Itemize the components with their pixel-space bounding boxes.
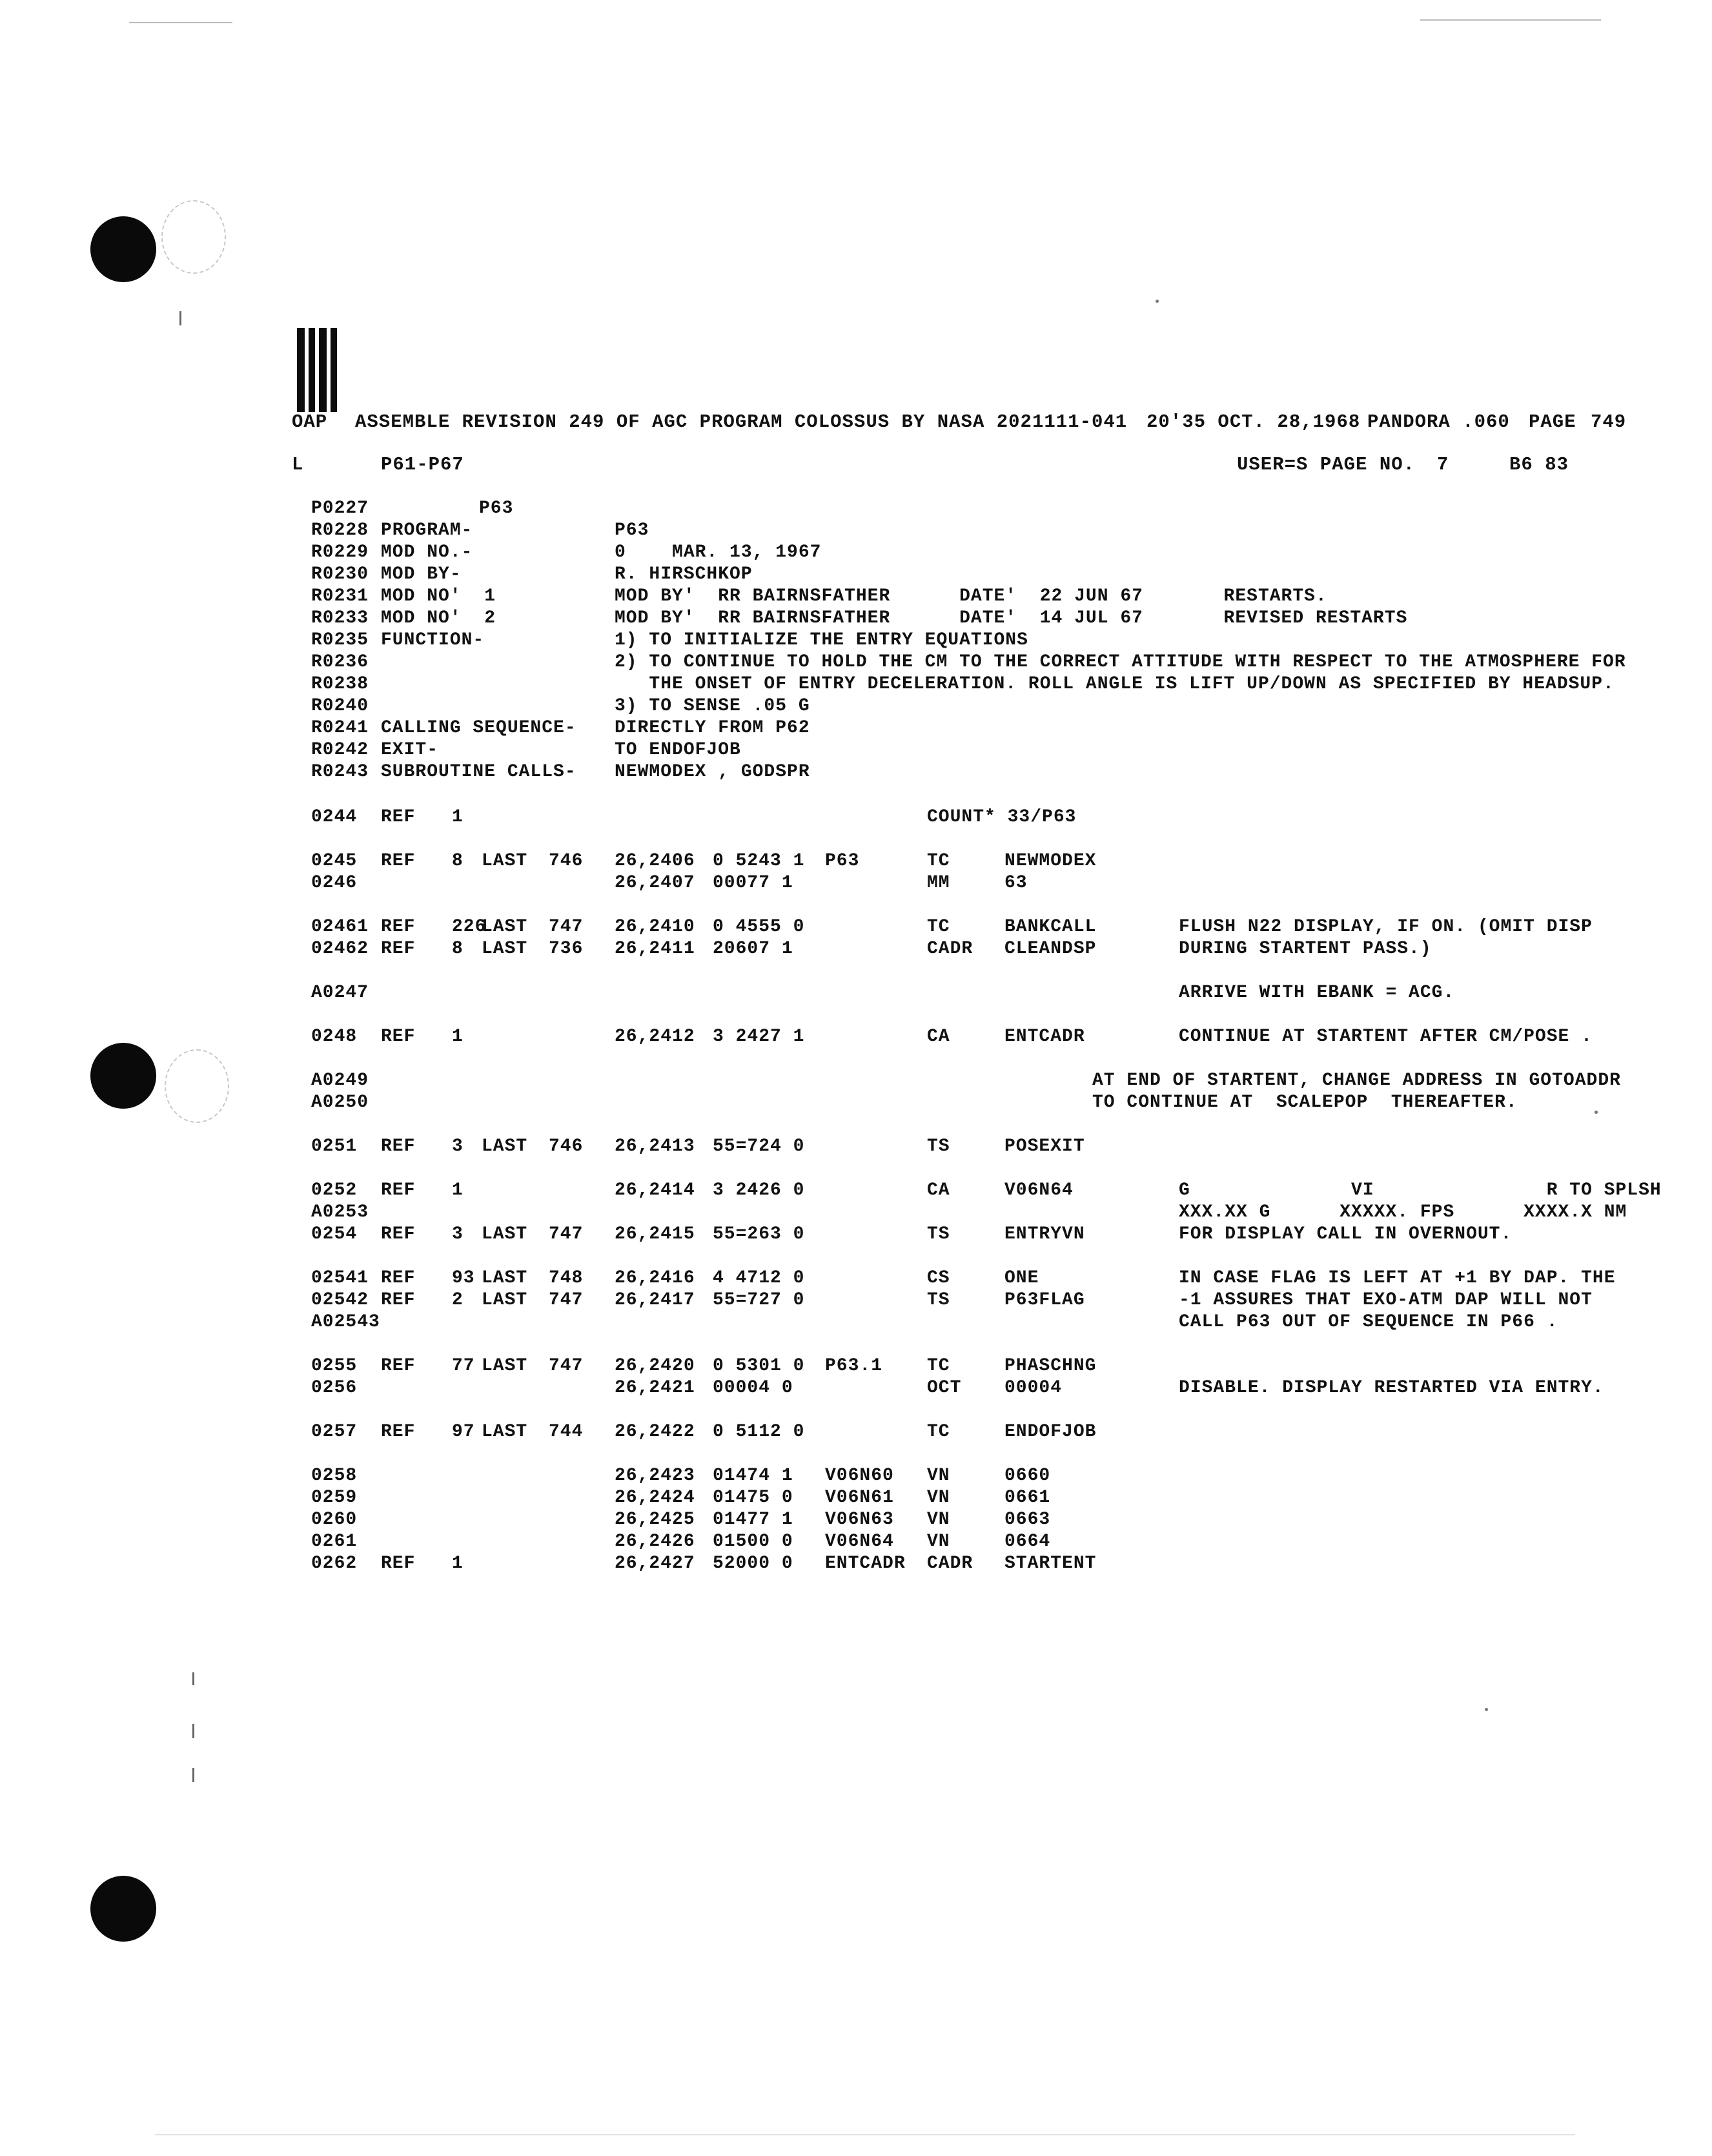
- address: 26,2415: [615, 1224, 695, 1244]
- line-id: 0262: [311, 1554, 358, 1574]
- address: 26,2410: [615, 917, 695, 937]
- operand: 0661: [1004, 1488, 1051, 1508]
- octal-word: 0 4555 0: [713, 917, 805, 937]
- opcode: TS: [927, 1290, 950, 1310]
- opcode: VN: [927, 1488, 950, 1508]
- last-number: 736: [549, 939, 584, 959]
- comment-text: FLUSH N22 DISPLAY, IF ON. (OMIT DISP: [1179, 917, 1593, 937]
- comment-text: 0 MAR. 13, 1967: [615, 542, 822, 562]
- header-title: ASSEMBLE REVISION 249 OF AGC PROGRAM COLOSSUS BY NASA 2021111-041: [355, 411, 1128, 433]
- line-id: 02542: [311, 1290, 369, 1310]
- line-id: 0257: [311, 1422, 358, 1442]
- line-id: P0227: [311, 498, 369, 518]
- ref-number: 1: [452, 1180, 464, 1200]
- scan-artifact: [155, 2134, 1575, 2135]
- line-id: R0242: [311, 740, 369, 760]
- operand: 63: [1004, 873, 1028, 893]
- octal-word: 0 5243 1: [713, 851, 805, 871]
- octal-word: 20607 1: [713, 939, 793, 959]
- octal-word: 0 5112 0: [713, 1422, 805, 1442]
- ref-tag: REF: [381, 1027, 416, 1047]
- ref-number: 77: [452, 1356, 475, 1376]
- comment-text: IN CASE FLAG IS LEFT AT +1 BY DAP. THE: [1179, 1268, 1616, 1288]
- line-id: 0259: [311, 1488, 358, 1508]
- scan-speck: [1595, 1111, 1598, 1114]
- line-id: A02543: [311, 1312, 380, 1332]
- line-id: 0256: [311, 1378, 358, 1398]
- margin-tick: [192, 1724, 194, 1738]
- last-tag: LAST: [482, 917, 528, 937]
- comment-label: SUBROUTINE CALLS-: [381, 762, 576, 782]
- punch-hole-top: [90, 216, 156, 282]
- address: 26,2413: [615, 1136, 695, 1156]
- comment-text: XXX.XX G XXXXX. FPS XXXX.X NM: [1179, 1202, 1627, 1222]
- ref-number: 1: [452, 807, 464, 827]
- line-id: R0238: [311, 674, 369, 694]
- line-id: A0253: [311, 1202, 369, 1222]
- comment-text: TO CONTINUE AT SCALEPOP THEREAFTER.: [1092, 1093, 1518, 1113]
- ref-number: 97: [452, 1422, 475, 1442]
- line-id: 0255: [311, 1356, 358, 1376]
- header-page-label: PAGE: [1529, 411, 1576, 433]
- octal-word: 01500 0: [713, 1532, 793, 1552]
- ref-tag: REF: [381, 807, 416, 827]
- address: 26,2417: [615, 1290, 695, 1310]
- line-id: 0245: [311, 851, 358, 871]
- comment-label: CALLING SEQUENCE-: [381, 718, 576, 738]
- opcode: CADR: [927, 939, 973, 959]
- header-mark: OAP: [292, 411, 328, 433]
- log-section: P61-P67: [381, 454, 464, 475]
- line-id: R0235: [311, 630, 369, 650]
- comment-text: CONTINUE AT STARTENT AFTER CM/POSE .: [1179, 1027, 1593, 1047]
- line-id: 0254: [311, 1224, 358, 1244]
- operand: 00004: [1004, 1378, 1063, 1398]
- octal-word: 00004 0: [713, 1378, 793, 1398]
- address: 26,2422: [615, 1422, 695, 1442]
- comment-text: 1) TO INITIALIZE THE ENTRY EQUATIONS: [615, 630, 1028, 650]
- comment-text: THE ONSET OF ENTRY DECELERATION. ROLL ANGLE IS LIFT UP/DOWN AS SPECIFIED BY HEADSUP.: [615, 674, 1615, 694]
- line-id: R0231: [311, 586, 369, 606]
- header-system: PANDORA .060: [1367, 411, 1510, 433]
- operand: V06N64: [1004, 1180, 1074, 1200]
- comment-label: MOD BY-: [381, 564, 462, 584]
- octal-word: 52000 0: [713, 1554, 793, 1574]
- ref-number: 1: [452, 1027, 464, 1047]
- last-tag: LAST: [482, 1268, 528, 1288]
- last-tag: LAST: [482, 851, 528, 871]
- opcode: CADR: [927, 1554, 973, 1574]
- comment-label: EXIT-: [381, 740, 439, 760]
- line-id: 02541: [311, 1268, 369, 1288]
- comment-text: G VI R TO SPLSH: [1179, 1180, 1662, 1200]
- ref-number: 93: [452, 1268, 475, 1288]
- line-id: 0261: [311, 1532, 358, 1552]
- opcode: TS: [927, 1224, 950, 1244]
- symbol-label: ENTCADR: [825, 1554, 906, 1574]
- octal-word: 01477 1: [713, 1510, 793, 1530]
- octal-word: 4 4712 0: [713, 1268, 805, 1288]
- punch-hole-shadow-middle: [165, 1049, 229, 1123]
- ref-number: 8: [452, 939, 464, 959]
- ref-tag: REF: [381, 851, 416, 871]
- ref-tag: REF: [381, 917, 416, 937]
- operand: P63FLAG: [1004, 1290, 1085, 1310]
- opcode: VN: [927, 1510, 950, 1530]
- line-id: 02461: [311, 917, 369, 937]
- last-number: 747: [549, 917, 584, 937]
- address: 26,2423: [615, 1466, 695, 1486]
- octal-word: 01474 1: [713, 1466, 793, 1486]
- line-id: 02462: [311, 939, 369, 959]
- symbol-label: P63: [825, 851, 860, 871]
- margin-tick: [192, 1672, 194, 1685]
- address: 26,2416: [615, 1268, 695, 1288]
- punch-hole-middle: [90, 1043, 156, 1109]
- operand: 0660: [1004, 1466, 1051, 1486]
- ref-tag: REF: [381, 1422, 416, 1442]
- ref-tag: REF: [381, 1224, 416, 1244]
- program-heading: P63: [479, 498, 514, 518]
- opcode: OCT: [927, 1378, 962, 1398]
- octal-word: 3 2426 0: [713, 1180, 805, 1200]
- last-tag: LAST: [482, 1290, 528, 1310]
- last-number: 748: [549, 1268, 584, 1288]
- address: 26,2427: [615, 1554, 695, 1574]
- punch-hole-shadow-top: [161, 200, 226, 274]
- opcode: VN: [927, 1466, 950, 1486]
- ref-number: 3: [452, 1224, 464, 1244]
- operand: ENTCADR: [1004, 1027, 1085, 1047]
- sheet-code: B6 83: [1509, 454, 1569, 475]
- margin-tick: [179, 311, 181, 325]
- ref-tag: REF: [381, 1356, 416, 1376]
- comment-text: MOD BY' RR BAIRNSFATHER DATE' 22 JUN 67 RESTARTS.: [615, 586, 1327, 606]
- scan-artifact: [129, 22, 232, 23]
- comment-text: DISABLE. DISPLAY RESTARTED VIA ENTRY.: [1179, 1378, 1604, 1398]
- ref-number: 2: [452, 1290, 464, 1310]
- address: 26,2425: [615, 1510, 695, 1530]
- opcode: TS: [927, 1136, 950, 1156]
- comment-text: AT END OF STARTENT, CHANGE ADDRESS IN GOTOADDR: [1092, 1071, 1621, 1091]
- comment-text: NEWMODEX , GODSPR: [615, 762, 810, 782]
- comment-label: FUNCTION-: [381, 630, 485, 650]
- ref-tag: REF: [381, 1290, 416, 1310]
- opcode: VN: [927, 1532, 950, 1552]
- comment-text: 3) TO SENSE .05 G: [615, 696, 810, 716]
- comment-label: MOD NO' 1: [381, 586, 496, 606]
- ref-tag: REF: [381, 1554, 416, 1574]
- octal-word: 00077 1: [713, 873, 793, 893]
- comment-text: 2) TO CONTINUE TO HOLD THE CM TO THE CORRECT ATTITUDE WITH RESPECT TO THE ATMOSPHERE FOR: [615, 652, 1626, 672]
- comment-text: DURING STARTENT PASS.): [1179, 939, 1432, 959]
- line-id: R0233: [311, 608, 369, 628]
- address: 26,2426: [615, 1532, 695, 1552]
- comment-text: R. HIRSCHKOP: [615, 564, 753, 584]
- line-id: 0252: [311, 1180, 358, 1200]
- octal-word: 55=724 0: [713, 1136, 805, 1156]
- scan-speck: [1485, 1708, 1488, 1711]
- comment-text: ARRIVE WITH EBANK = ACG.: [1179, 983, 1455, 1003]
- octal-word: 55=727 0: [713, 1290, 805, 1310]
- scan-speck: [1156, 300, 1159, 303]
- log-indicator: L: [292, 454, 304, 475]
- operand: ENTRYVN: [1004, 1224, 1085, 1244]
- punch-hole-bottom: [90, 1876, 156, 1942]
- line-id: R0240: [311, 696, 369, 716]
- octal-word: 01475 0: [713, 1488, 793, 1508]
- line-id: A0250: [311, 1093, 369, 1113]
- opcode: CA: [927, 1027, 950, 1047]
- line-id: 0251: [311, 1136, 358, 1156]
- line-id: R0229: [311, 542, 369, 562]
- ref-number: 226: [452, 917, 487, 937]
- line-id: 0248: [311, 1027, 358, 1047]
- ref-number: 8: [452, 851, 464, 871]
- address: 26,2414: [615, 1180, 695, 1200]
- address: 26,2424: [615, 1488, 695, 1508]
- address: 26,2407: [615, 873, 695, 893]
- comment-label: MOD NO' 2: [381, 608, 496, 628]
- comment-text: FOR DISPLAY CALL IN OVERNOUT.: [1179, 1224, 1513, 1244]
- last-tag: LAST: [482, 1356, 528, 1376]
- operand: 0663: [1004, 1510, 1051, 1530]
- operand: NEWMODEX: [1004, 851, 1097, 871]
- printer-bar-mark: [297, 328, 341, 412]
- last-tag: LAST: [482, 1136, 528, 1156]
- comment-text: DIRECTLY FROM P62: [615, 718, 810, 738]
- user-page-number: 7: [1437, 454, 1449, 475]
- symbol-label: V06N64: [825, 1532, 894, 1552]
- operand: ONE: [1004, 1268, 1039, 1288]
- operand: CLEANDSP: [1004, 939, 1097, 959]
- opcode: CA: [927, 1180, 950, 1200]
- line-id: A0247: [311, 983, 369, 1003]
- last-tag: LAST: [482, 1422, 528, 1442]
- operand: POSEXIT: [1004, 1136, 1085, 1156]
- header-datetime: 20'35 OCT. 28,1968: [1146, 411, 1361, 433]
- line-id: R0230: [311, 564, 369, 584]
- ref-tag: REF: [381, 1180, 416, 1200]
- line-id: R0236: [311, 652, 369, 672]
- symbol-label: V06N63: [825, 1510, 894, 1530]
- octal-word: 3 2427 1: [713, 1027, 805, 1047]
- comment-text: P63: [615, 520, 649, 540]
- ref-number: 1: [452, 1554, 464, 1574]
- scan-artifact: [1420, 19, 1601, 21]
- comment-label: MOD NO.-: [381, 542, 473, 562]
- opcode: TC: [927, 1422, 950, 1442]
- line-id: R0241: [311, 718, 369, 738]
- comment-text: TO ENDOFJOB: [615, 740, 741, 760]
- opcode: MM: [927, 873, 950, 893]
- comment-text: -1 ASSURES THAT EXO-ATM DAP WILL NOT: [1179, 1290, 1593, 1310]
- symbol-label: V06N61: [825, 1488, 894, 1508]
- opcode: CS: [927, 1268, 950, 1288]
- ref-tag: REF: [381, 1268, 416, 1288]
- last-number: 746: [549, 1136, 584, 1156]
- header-page-number: 749: [1591, 411, 1627, 433]
- symbol-label: V06N60: [825, 1466, 894, 1486]
- count-text: COUNT* 33/P63: [927, 807, 1077, 827]
- line-id: 0260: [311, 1510, 358, 1530]
- opcode: TC: [927, 1356, 950, 1376]
- ref-tag: REF: [381, 1136, 416, 1156]
- ref-tag: REF: [381, 939, 416, 959]
- ref-number: 3: [452, 1136, 464, 1156]
- last-number: 747: [549, 1224, 584, 1244]
- address: 26,2420: [615, 1356, 695, 1376]
- opcode: TC: [927, 917, 950, 937]
- symbol-label: P63.1: [825, 1356, 883, 1376]
- margin-tick: [192, 1768, 194, 1782]
- comment-text: MOD BY' RR BAIRNSFATHER DATE' 14 JUL 67 REVISED RESTARTS: [615, 608, 1408, 628]
- line-id: 0246: [311, 873, 358, 893]
- line-id: 0258: [311, 1466, 358, 1486]
- last-number: 747: [549, 1290, 584, 1310]
- comment-text: CALL P63 OUT OF SEQUENCE IN P66 .: [1179, 1312, 1558, 1332]
- address: 26,2421: [615, 1378, 695, 1398]
- comment-label: PROGRAM-: [381, 520, 473, 540]
- operand: STARTENT: [1004, 1554, 1097, 1574]
- opcode: TC: [927, 851, 950, 871]
- operand: ENDOFJOB: [1004, 1422, 1097, 1442]
- last-number: 744: [549, 1422, 584, 1442]
- address: 26,2406: [615, 851, 695, 871]
- operand: BANKCALL: [1004, 917, 1097, 937]
- last-tag: LAST: [482, 1224, 528, 1244]
- line-id: R0243: [311, 762, 369, 782]
- address: 26,2411: [615, 939, 695, 959]
- line-id: A0249: [311, 1071, 369, 1091]
- operand: PHASCHNG: [1004, 1356, 1097, 1376]
- last-tag: LAST: [482, 939, 528, 959]
- octal-word: 0 5301 0: [713, 1356, 805, 1376]
- octal-word: 55=263 0: [713, 1224, 805, 1244]
- line-id: R0228: [311, 520, 369, 540]
- last-number: 747: [549, 1356, 584, 1376]
- last-number: 746: [549, 851, 584, 871]
- operand: 0664: [1004, 1532, 1051, 1552]
- line-id: 0244: [311, 807, 358, 827]
- user-page-label: USER=S PAGE NO.: [1237, 454, 1416, 475]
- address: 26,2412: [615, 1027, 695, 1047]
